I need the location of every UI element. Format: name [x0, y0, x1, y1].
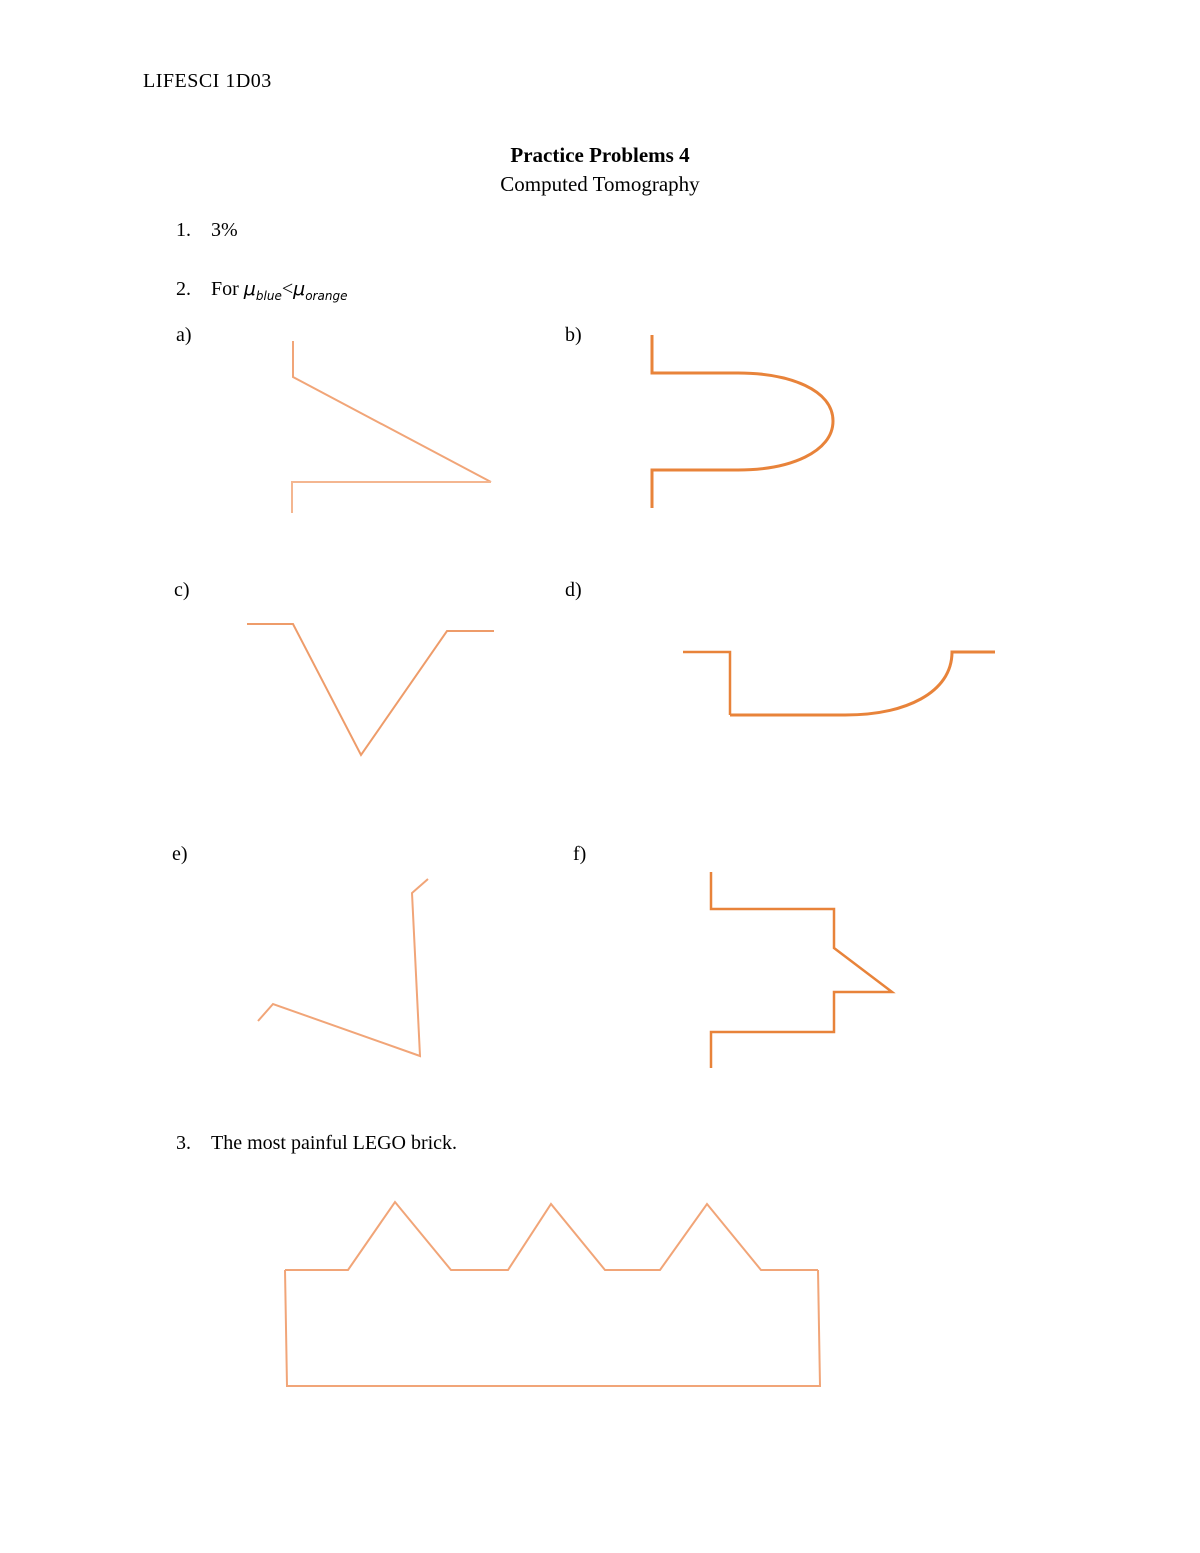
- question-3-text: The most painful LEGO brick.: [211, 1132, 458, 1154]
- sketch-b-curve: [652, 335, 833, 508]
- part-e-label: e): [172, 843, 188, 865]
- lego-brick-body: [285, 1270, 820, 1386]
- question-3-number: 3.: [176, 1132, 191, 1154]
- question-1-number: 1.: [176, 219, 191, 241]
- mu-blue-subscript: blue: [255, 288, 282, 303]
- part-c-label: c): [174, 579, 190, 601]
- sketch-c-v: [247, 624, 494, 755]
- page-subtitle: Computed Tomography: [500, 172, 700, 196]
- part-a-label: a): [176, 324, 192, 346]
- mu-symbol-right: μ: [293, 278, 306, 300]
- sketch-c: [247, 624, 494, 755]
- sketch-a: [292, 341, 491, 513]
- sketch-d: [683, 652, 995, 715]
- sketch-f: [711, 872, 892, 1068]
- sketch-a-top: [293, 341, 491, 482]
- part-b-label: b): [565, 324, 582, 346]
- mu-orange-subscript: orange: [305, 288, 348, 303]
- course-header: LIFESCI 1D03: [143, 70, 272, 92]
- question-2-number: 2.: [176, 278, 191, 300]
- sketch-b: [652, 335, 833, 508]
- part-d-label: d): [565, 579, 582, 601]
- page-title: Practice Problems 4: [510, 143, 690, 167]
- part-f-label: f): [573, 843, 587, 865]
- sketch-a-bottom: [292, 482, 491, 513]
- sketch-d-left-step: [683, 652, 730, 715]
- lego-brick-sketch: [285, 1202, 820, 1386]
- sketch-d-curve: [730, 652, 995, 715]
- question-1-answer: 3%: [211, 219, 238, 241]
- sketch-e-line: [258, 879, 428, 1056]
- mu-symbol-left: μ: [243, 278, 256, 300]
- lego-brick-top: [285, 1202, 818, 1270]
- sketch-e: [258, 879, 428, 1056]
- comparator: <: [281, 278, 294, 300]
- question-2-lead: For: [211, 278, 239, 300]
- sketch-f-outline: [711, 872, 892, 1068]
